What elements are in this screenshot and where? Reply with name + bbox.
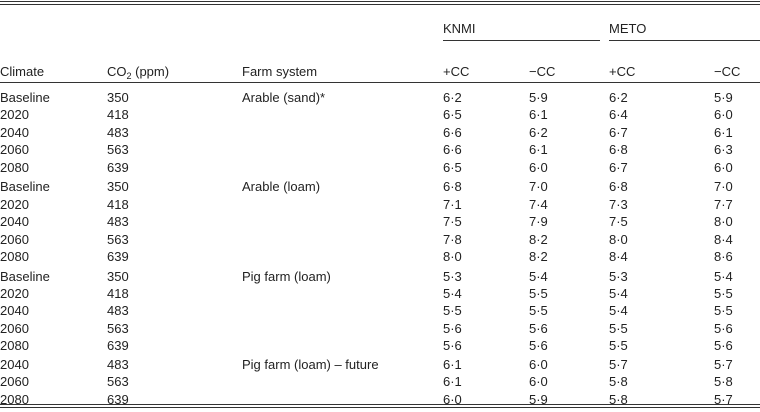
- cell-meto-minus-cc: 8·6: [714, 249, 733, 265]
- cell-meto-minus-cc: 6·0: [714, 159, 733, 175]
- cell-climate: 2060: [0, 320, 29, 336]
- cell-knmi-minus-cc: 5·4: [529, 268, 548, 284]
- cell-knmi-plus-cc: 7·1: [443, 196, 462, 212]
- cell-meto-plus-cc: 5·4: [609, 285, 628, 301]
- cell-meto-plus-cc: 7·3: [609, 196, 628, 212]
- cell-co2: 483: [107, 356, 129, 372]
- cell-meto-minus-cc: 5·5: [714, 303, 733, 319]
- cell-climate: 2080: [0, 391, 29, 407]
- cell-knmi-minus-cc: 5·6: [529, 338, 548, 354]
- cell-climate: 2040: [0, 356, 29, 372]
- meto-underline: [609, 40, 760, 41]
- cell-knmi-minus-cc: 6·1: [529, 142, 548, 158]
- cell-farm-system: Arable (sand)*: [242, 90, 326, 105]
- cell-meto-minus-cc: 5·7: [714, 391, 733, 407]
- cell-knmi-plus-cc: 6·5: [443, 159, 462, 175]
- cell-meto-plus-cc: 5·8: [609, 391, 628, 407]
- cell-meto-plus-cc: 5·5: [609, 320, 628, 336]
- top-rule-2: [0, 4, 760, 5]
- cell-knmi-minus-cc: 8·2: [529, 231, 548, 247]
- col-knmi-plus-cc: +CC: [443, 64, 470, 79]
- cell-co2: 418: [107, 196, 129, 212]
- cell-knmi-plus-cc: 5·6: [443, 320, 462, 336]
- cell-knmi-minus-cc: 5·5: [529, 285, 548, 301]
- cell-knmi-plus-cc: 5·3: [443, 268, 462, 284]
- cell-knmi-plus-cc: 7·5: [443, 214, 462, 230]
- cell-meto-plus-cc: 6·8: [609, 179, 628, 195]
- cell-meto-minus-cc: 5·6: [714, 320, 733, 336]
- cell-knmi-minus-cc: 5·9: [529, 90, 548, 105]
- bottom-rule-2: [0, 407, 760, 408]
- cell-farm-system: Arable (loam): [242, 179, 321, 195]
- cell-meto-minus-cc: 8·4: [714, 231, 733, 247]
- col-meto-plus-cc: +CC: [609, 64, 636, 79]
- cell-co2: 563: [107, 142, 129, 158]
- cell-knmi-plus-cc: 6·6: [443, 142, 462, 158]
- cell-climate: 2080: [0, 249, 29, 265]
- cell-climate: 2080: [0, 338, 29, 354]
- cell-knmi-minus-cc: 5·6: [529, 320, 548, 336]
- cell-knmi-plus-cc: 6·1: [443, 374, 462, 390]
- cell-farm-system: Pig farm (loam) – future: [242, 356, 379, 372]
- cell-knmi-plus-cc: 6·6: [443, 124, 462, 140]
- col-farm-system: Farm system: [242, 64, 318, 79]
- cell-meto-plus-cc: 7·5: [609, 214, 628, 230]
- cell-meto-plus-cc: 5·5: [609, 338, 628, 354]
- cell-meto-minus-cc: 6·0: [714, 107, 733, 123]
- cell-knmi-minus-cc: 6·0: [529, 374, 548, 390]
- cell-climate: Baseline: [0, 179, 50, 195]
- cell-knmi-minus-cc: 5·5: [529, 303, 548, 319]
- cell-meto-minus-cc: 5·7: [714, 356, 733, 372]
- cell-climate: 2060: [0, 374, 29, 390]
- cell-meto-minus-cc: 5·4: [714, 268, 733, 284]
- cell-knmi-plus-cc: 5·5: [443, 303, 462, 319]
- cell-meto-plus-cc: 5·4: [609, 303, 628, 319]
- cell-meto-minus-cc: 6·1: [714, 124, 733, 140]
- cell-meto-minus-cc: 7·7: [714, 196, 733, 212]
- cell-knmi-minus-cc: 7·9: [529, 214, 548, 230]
- col-climate: Climate: [0, 64, 45, 79]
- cell-knmi-plus-cc: 6·1: [443, 356, 462, 372]
- cell-meto-plus-cc: 5·3: [609, 268, 628, 284]
- col-co2: $CO_2$ (ppm): [107, 64, 170, 81]
- cell-climate: 2020: [0, 285, 29, 301]
- cell-knmi-plus-cc: 5·6: [443, 338, 462, 354]
- cell-co2: 563: [107, 374, 129, 390]
- cell-meto-minus-cc: 5·6: [714, 338, 733, 354]
- cell-meto-plus-cc: 5·8: [609, 374, 628, 390]
- cell-knmi-plus-cc: 8·0: [443, 249, 462, 265]
- cell-climate: 2020: [0, 196, 29, 212]
- group-knmi: KNMI: [443, 21, 476, 36]
- cell-meto-minus-cc: 8·0: [714, 214, 733, 230]
- cell-co2: 639: [107, 391, 129, 407]
- cell-co2: 639: [107, 249, 129, 265]
- cell-co2: 563: [107, 231, 129, 247]
- cell-knmi-plus-cc: 6·0: [443, 391, 462, 407]
- cell-meto-plus-cc: 8·4: [609, 249, 628, 265]
- cell-co2: 418: [107, 107, 129, 123]
- cell-climate: 2040: [0, 303, 29, 319]
- cell-meto-plus-cc: 8·0: [609, 231, 628, 247]
- cell-meto-plus-cc: 6·4: [609, 107, 628, 123]
- cell-co2: 639: [107, 338, 129, 354]
- bottom-rule: [0, 404, 760, 405]
- cell-climate: 2060: [0, 142, 29, 158]
- cell-knmi-minus-cc: 6·1: [529, 107, 548, 123]
- cell-knmi-plus-cc: 6·5: [443, 107, 462, 123]
- cell-meto-minus-cc: 7·0: [714, 179, 733, 195]
- cell-knmi-plus-cc: 6·2: [443, 90, 462, 105]
- cell-knmi-minus-cc: 7·0: [529, 179, 548, 195]
- group-meto: METO: [609, 21, 647, 36]
- cell-meto-plus-cc: 5·7: [609, 356, 628, 372]
- cell-farm-system: Pig farm (loam): [242, 268, 331, 284]
- cell-co2: 639: [107, 159, 129, 175]
- cell-knmi-minus-cc: 6·0: [529, 159, 548, 175]
- cell-knmi-plus-cc: 7·8: [443, 231, 462, 247]
- cell-climate: Baseline: [0, 90, 50, 105]
- cell-climate: 2040: [0, 124, 29, 140]
- cell-climate: 2060: [0, 231, 29, 247]
- cell-climate: 2080: [0, 159, 29, 175]
- col-knmi-minus-cc: −CC: [529, 64, 556, 79]
- cell-co2: 483: [107, 303, 129, 319]
- cell-meto-plus-cc: 6·7: [609, 124, 628, 140]
- cell-co2: 350: [107, 179, 129, 195]
- cell-climate: 2020: [0, 107, 29, 123]
- cell-co2: 563: [107, 320, 129, 336]
- cell-knmi-minus-cc: 7·4: [529, 196, 548, 212]
- cell-co2: 350: [107, 268, 129, 284]
- cell-meto-minus-cc: 5·5: [714, 285, 733, 301]
- cell-knmi-minus-cc: 6·2: [529, 124, 548, 140]
- cell-climate: Baseline: [0, 268, 50, 284]
- cell-knmi-minus-cc: 8·2: [529, 249, 548, 265]
- cell-meto-plus-cc: 6·8: [609, 142, 628, 158]
- cell-meto-minus-cc: 5·9: [714, 90, 733, 105]
- header-rule: [0, 82, 760, 83]
- cell-knmi-plus-cc: 5·4: [443, 285, 462, 301]
- cell-co2: 418: [107, 285, 129, 301]
- top-rule: [0, 1, 760, 2]
- cell-knmi-minus-cc: 5·9: [529, 391, 548, 407]
- cell-co2: 483: [107, 214, 129, 230]
- cell-meto-minus-cc: 5·8: [714, 374, 733, 390]
- col-meto-minus-cc: −CC: [714, 64, 741, 79]
- cell-climate: 2040: [0, 214, 29, 230]
- cell-co2: 350: [107, 90, 129, 105]
- cell-co2: 483: [107, 124, 129, 140]
- cell-meto-plus-cc: 6·7: [609, 159, 628, 175]
- cell-knmi-minus-cc: 6·0: [529, 356, 548, 372]
- cell-knmi-plus-cc: 6·8: [443, 179, 462, 195]
- cell-meto-plus-cc: 6·2: [609, 90, 628, 105]
- knmi-underline: [443, 40, 600, 41]
- cell-meto-minus-cc: 6·3: [714, 142, 733, 158]
